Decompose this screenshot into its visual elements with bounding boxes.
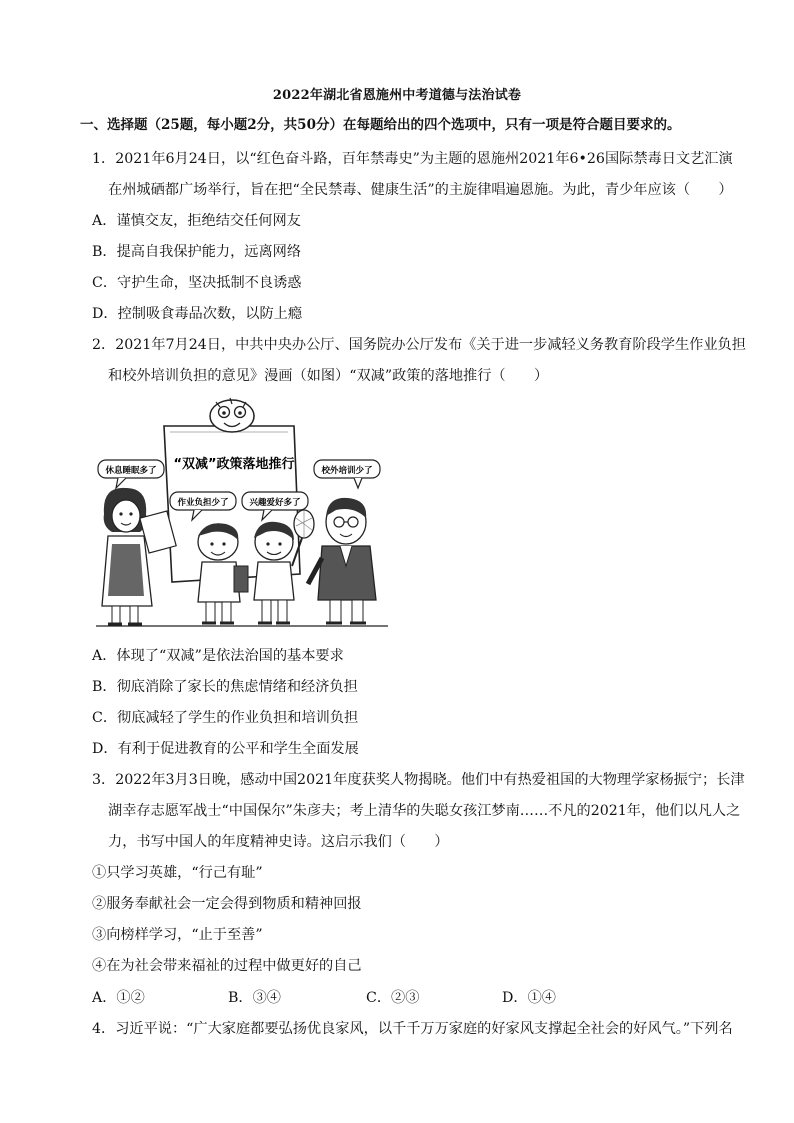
question-2-option-c: C．彻底减轻了学生的作业负担和培训负担	[92, 710, 359, 726]
double-reduction-cartoon	[96, 396, 388, 632]
board-text: “双减”政策落地推行	[173, 457, 295, 472]
board-face	[210, 398, 254, 432]
question-3-line-3: 力，书写中国人的年度精神史诗。这启示我们（ ）	[108, 834, 449, 850]
bubble-rest-text: 休息睡眠多了	[105, 466, 157, 476]
question-3-line-2: 湖幸存志愿军战士“中国保尔”朱彦夫；考上清华的失聪女孩江梦南……不凡的2021年，他们以凡人之	[108, 803, 741, 819]
question-3-option-d: D．①④	[502, 990, 556, 1006]
question-3-option-c: C．②③	[366, 990, 420, 1006]
question-3-line-1: 3．2022年3月3日晚，感动中国2021年度获奖人物揭晓。他们中有热爱祖国的大物理学家杨振宁；长津	[92, 772, 745, 788]
question-4-line-1: 4．习近平说：“广大家庭都要弘扬优良家风，以千千万万家庭的好家风支撑起全社会的好风气。”下列名	[92, 1021, 733, 1037]
question-1-line-1: 1．2021年6月24日，以“红色奋斗路，百年禁毒史”为主题的恩施州2021年6•26国际禁毒日文艺汇演	[92, 151, 733, 167]
bubble-hobbies-text: 兴趣爱好多了	[249, 498, 301, 508]
question-3-statement-1: ①只学习英雄，“行己有耻”	[92, 865, 263, 881]
bubble-tutoring-less	[314, 460, 380, 488]
question-1-option-b: B．提高自我保护能力，远离网络	[92, 244, 302, 260]
bubble-rest-more	[98, 460, 164, 488]
question-1-option-a: A．谨慎交友，拒绝结交任何网友	[92, 213, 301, 229]
exam-title: 2022年湖北省恩施州中考道德与法治试卷	[272, 88, 522, 103]
question-1-line-2: 在州城硒都广场举行，旨在把“全民禁毒、健康生活”的主旋律唱遍恩施。为此，青少年应该（ ）	[108, 182, 733, 198]
question-2-line-1: 2．2021年7月24日，中共中央办公厅、国务院办公厅发布《关于进一步减轻义务教育阶段学生作业负担	[92, 337, 746, 353]
mother-figure	[102, 488, 176, 624]
question-3-option-b: B．③④	[228, 990, 281, 1006]
question-3-statement-4: ④在为社会带来福祉的过程中做更好的自己	[92, 958, 362, 974]
bubble-homework-text: 作业负担少了	[177, 498, 229, 508]
question-2-option-b: B．彻底消除了家长的焦虑情绪和经济负担	[92, 679, 358, 695]
question-3-option-a: A．①②	[92, 990, 145, 1006]
question-3-statement-3: ③向榜样学习，“止于至善”	[92, 927, 263, 943]
question-1-option-d: D．控制吸食毒品次数，以防上瘾	[92, 306, 303, 322]
bubble-tutoring-text: 校外培训少了	[321, 466, 373, 476]
section-heading: 一、选择题（25题，每小题2分，共50分）在每题给出的四个选项中，只有一项是符合题目要求的。	[80, 117, 681, 133]
child-girl-figure	[254, 510, 314, 623]
question-2-option-d: D．有利于促进教育的公平和学生全面发展	[92, 741, 359, 757]
question-1-option-c: C．守护生命，坚决抵制不良诱惑	[92, 275, 302, 291]
question-2-option-a: A．体现了“双减”是依法治国的基本要求	[92, 648, 344, 664]
question-2-line-2: 和校外培训负担的意见》漫画（如图）“双减”政策的落地推行（ ）	[108, 368, 549, 384]
father-figure	[308, 498, 376, 623]
question-3-statement-2: ②服务奉献社会一定会得到物质和精神回报	[92, 896, 362, 912]
